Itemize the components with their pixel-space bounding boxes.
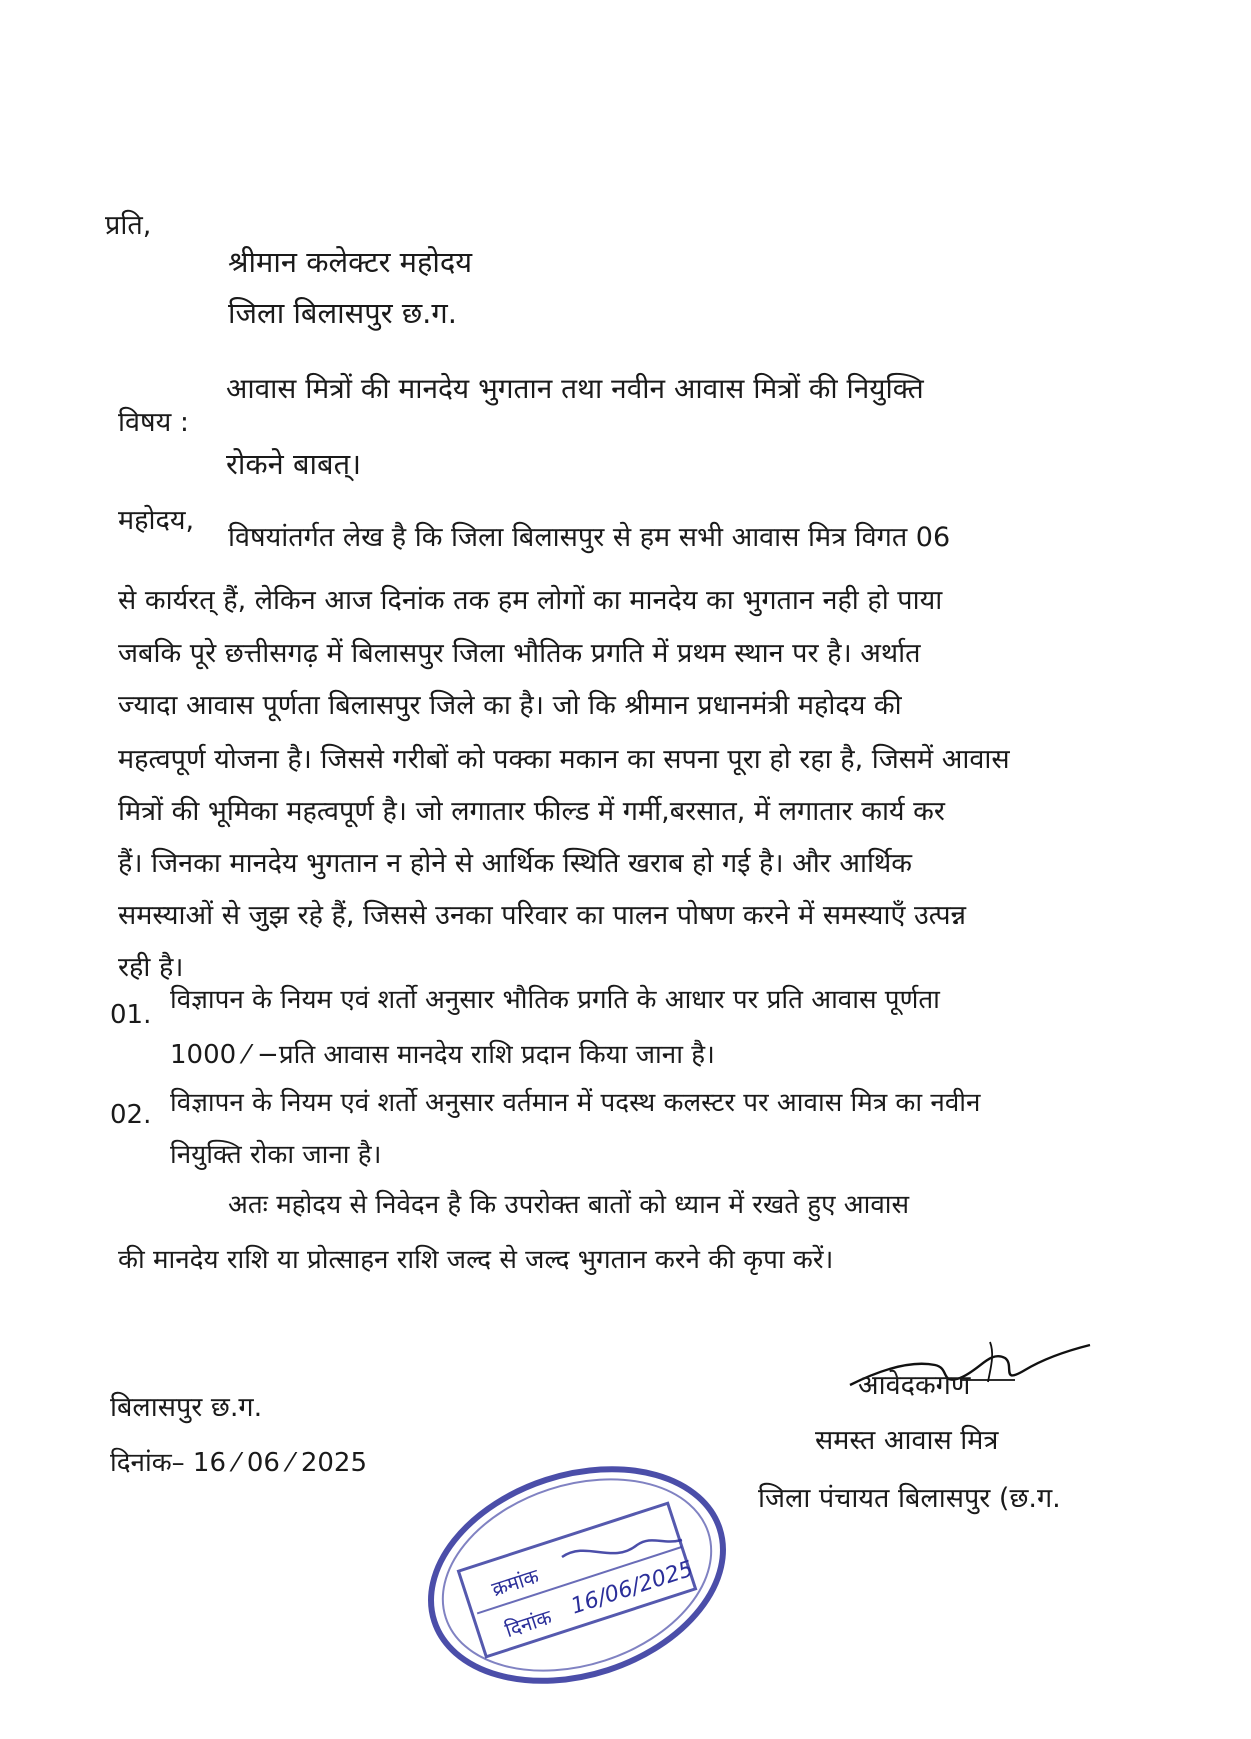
stamp-seal-graphic (412, 1445, 742, 1735)
applicant-label: आवेदकगण (858, 1370, 971, 1401)
stamp-kramank: क्रमांक (488, 1563, 542, 1602)
greeting: महोदय, (118, 505, 195, 536)
recipient-title: श्रीमान कलेक्टर महोदय (228, 245, 473, 279)
applicant-line-2: जिला पंचायत बिलासपुर (छ.ग. (758, 1483, 1061, 1514)
closing-line-2: की मानदेय राशि या प्रोत्साहन राशि जल्द से जल्द भुगतान करने की कृपा करें। (118, 1245, 834, 1275)
body-line-9: रही है। (118, 952, 184, 983)
body-line-6: मित्रों की भूमिका महत्वपूर्ण है। जो लगातार फील्ड में गर्मी,बरसात, में लगातार कार्य कर (118, 796, 945, 827)
applicant-line-1: समस्त आवास मित्र (815, 1425, 999, 1456)
point-2-number: 02. (110, 1100, 152, 1130)
recipient-district: जिला बिलासपुर छ.ग. (228, 296, 457, 330)
date-line: दिनांक– 16 ⁄ 06 ⁄ 2025 (110, 1448, 368, 1478)
stamp-handwritten-date: 16/06/2025 (567, 1556, 697, 1620)
body-line-4: ज्यादा आवास पूर्णता बिलासपुर जिले का है। जो कि श्रीमान प्रधानमंत्री महोदय की (118, 690, 902, 721)
body-line-7: हैं। जिनका मानदेय भुगतान न होने से आर्थिक स्थिति खराब हो गई है। और आर्थिक (118, 848, 912, 879)
body-line-1: विषयांतर्गत लेख है कि जिला बिलासपुर से हम सभी आवास मित्र विगत 06 (228, 522, 951, 553)
stamp-dinank: दिनांक (502, 1604, 555, 1643)
to-label: प्रति, (105, 210, 152, 241)
office-receipt-stamp (412, 1445, 742, 1735)
point-1-line-2: 1000 ⁄ −प्रति आवास मानदेय राशि प्रदान किया जाना है। (170, 1040, 715, 1070)
body-line-8: समस्याओं से जुझ रहे हैं, जिससे उनका परिवार का पालन पोषण करने में समस्याएँ उत्पन्न (118, 900, 966, 931)
place: बिलासपुर छ.ग. (110, 1392, 263, 1423)
body-line-5: महत्वपूर्ण योजना है। जिससे गरीबों को पक्का मकान का सपना पूरा हो रहा है, जिसमें आवास (118, 744, 1010, 775)
subject-line-1: आवास मित्रों की मानदेय भुगतान तथा नवीन आवास मित्रों की नियुक्ति (226, 372, 924, 405)
point-2-line-1: विज्ञापन के नियम एवं शर्तो अनुसार वर्तमान में पदस्थ कलस्टर पर आवास मित्र का नवीन (170, 1088, 981, 1118)
body-line-2: से कार्यरत् हैं, लेकिन आज दिनांक तक हम लोगों का मानदेय का भुगतान नही हो पाया (118, 585, 943, 616)
closing-line-1: अतः महोदय से निवेदन है कि उपरोक्त बातों को ध्यान में रखते हुए आवास (228, 1190, 910, 1220)
point-2-line-2: नियुक्ति रोका जाना है। (170, 1140, 382, 1170)
subject-label: विषय : (118, 407, 189, 438)
subject-line-2: रोकने बाबत्। (226, 447, 362, 481)
point-1-line-1: विज्ञापन के नियम एवं शर्तो अनुसार भौतिक प्रगति के आधार पर प्रति आवास पूर्णता (170, 985, 940, 1015)
body-line-3: जबकि पूरे छत्तीसगढ़ में बिलासपुर जिला भौतिक प्रगति में प्रथम स्थान पर है। अर्थात (118, 638, 921, 669)
point-1-number: 01. (110, 1000, 152, 1030)
